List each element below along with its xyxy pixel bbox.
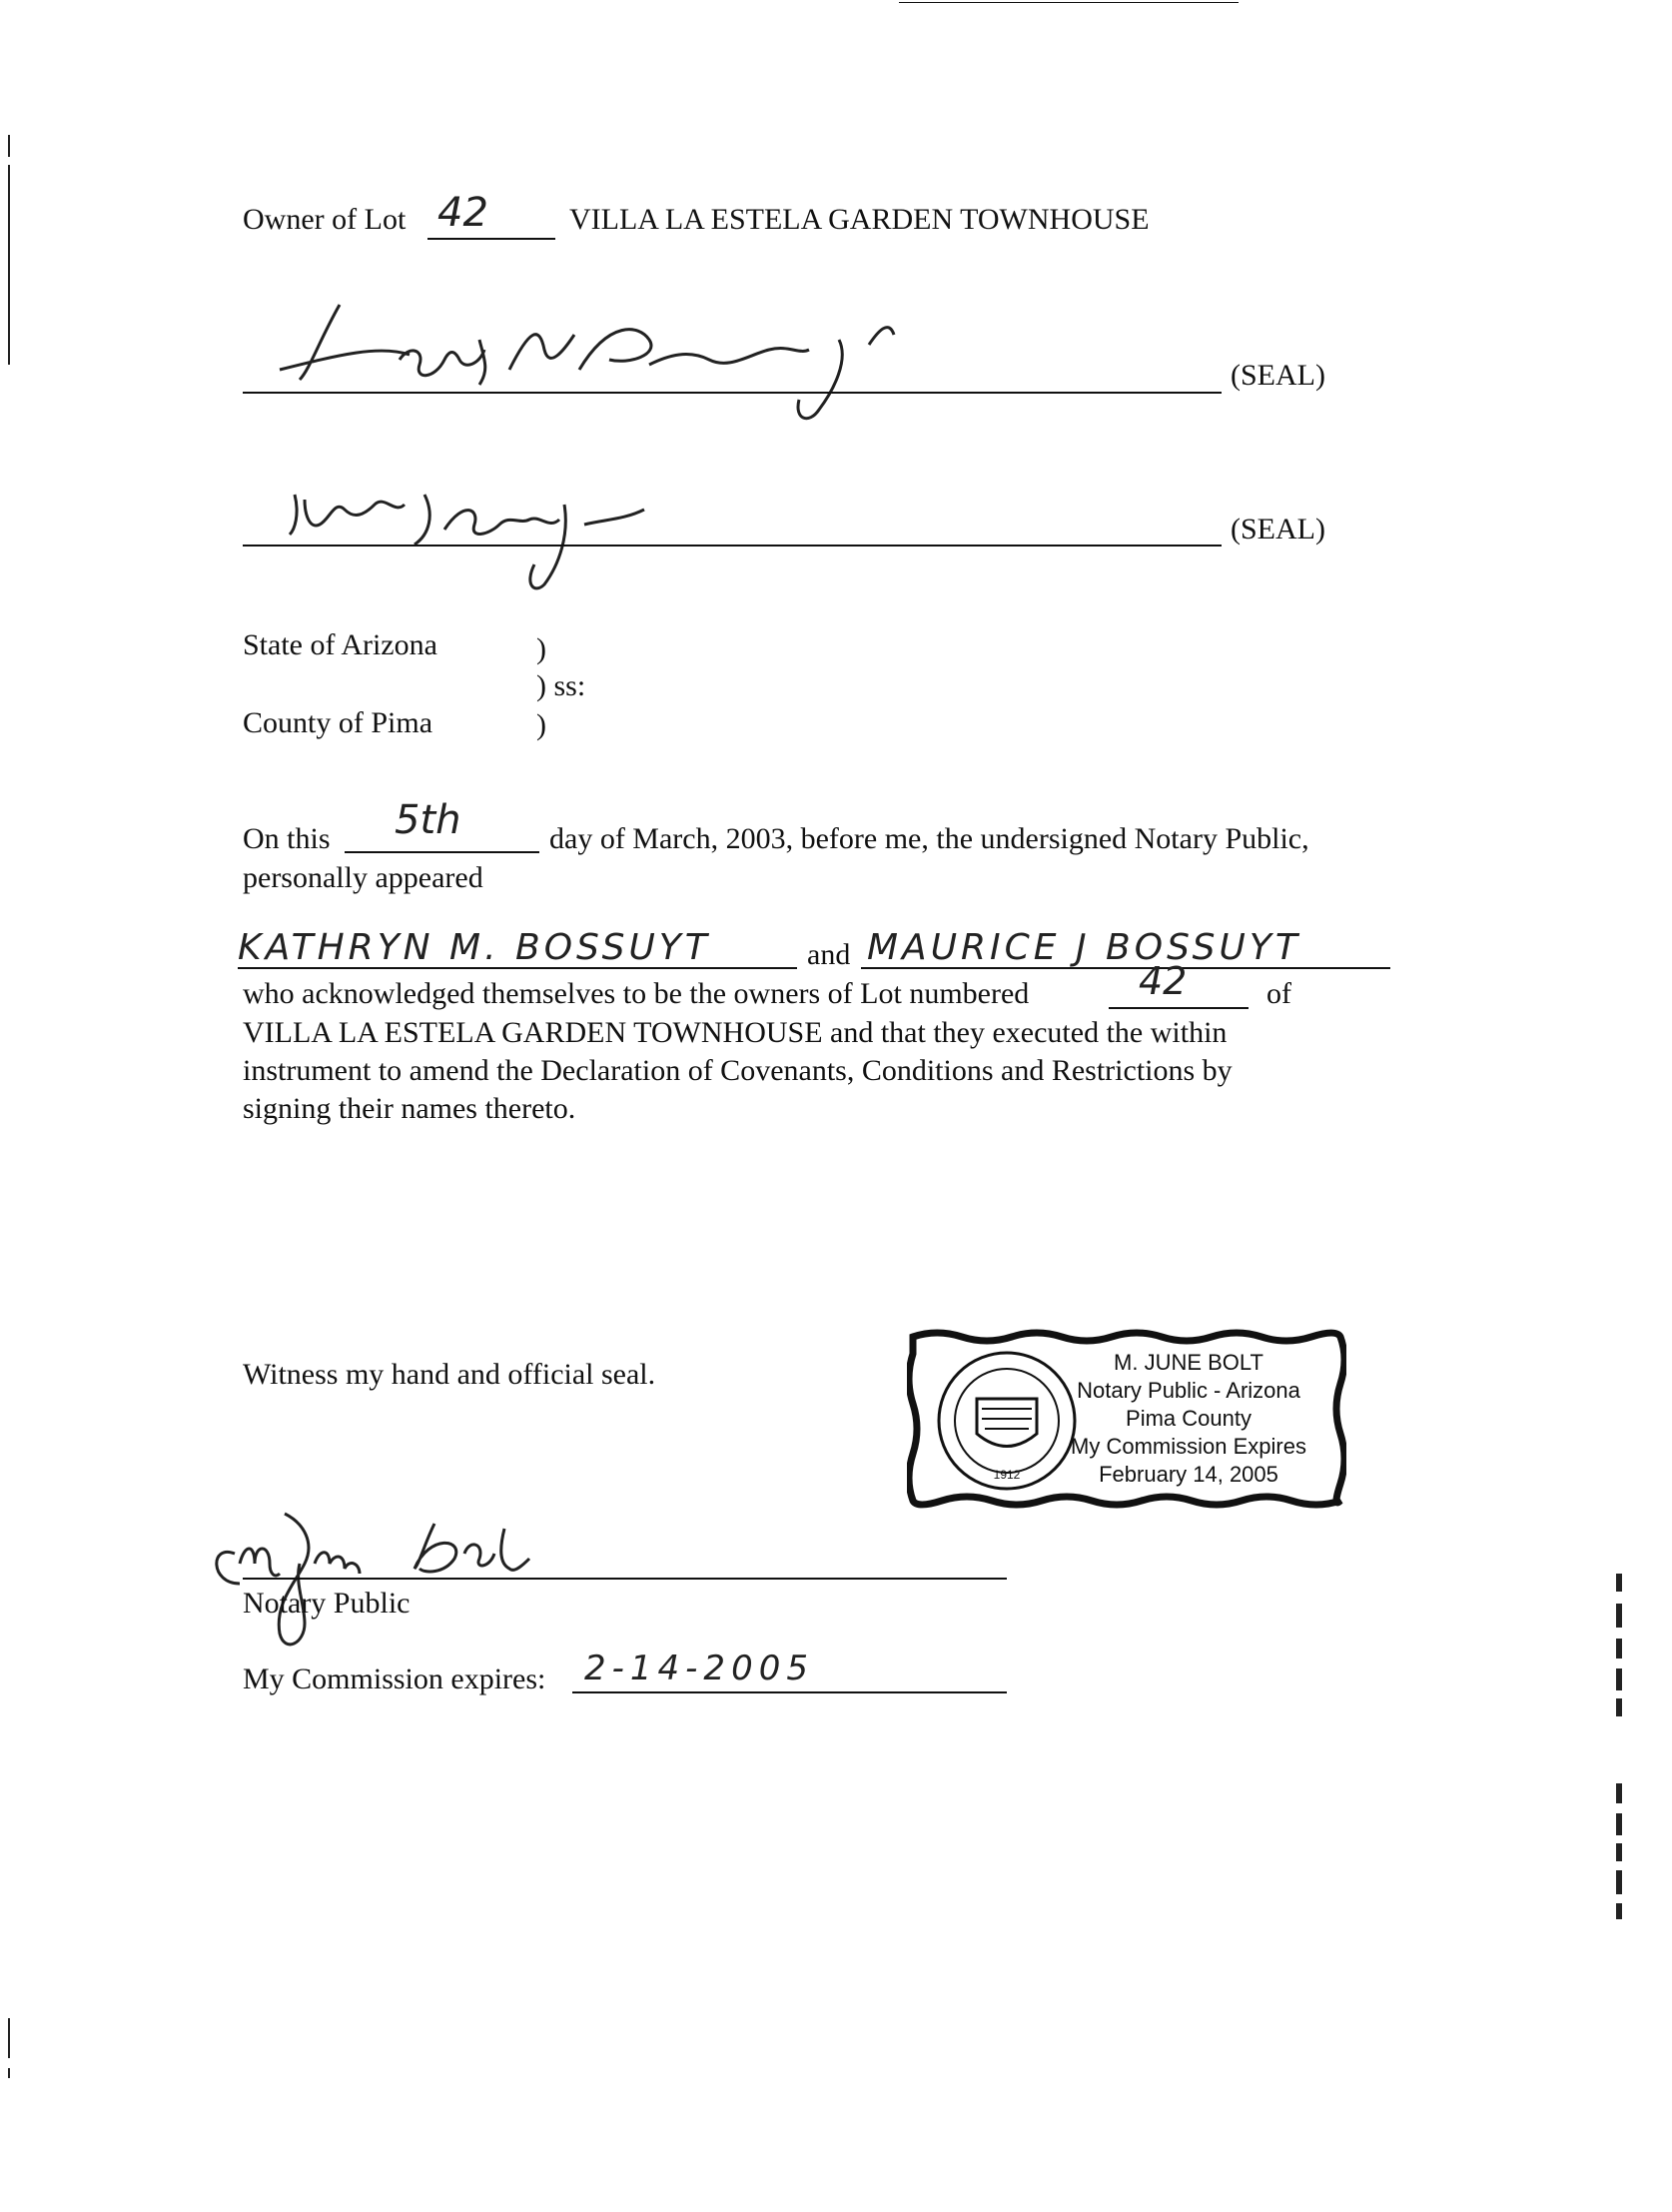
day-underline <box>345 851 539 853</box>
recording-mark <box>1616 1668 1622 1690</box>
acknowledgment-body-1: VILLA LA ESTELA GARDEN TOWNHOUSE and that they executed the within <box>243 1016 1228 1049</box>
stamp-notary-name: M. JUNE BOLT <box>1114 1350 1263 1375</box>
margin-mark <box>8 135 10 157</box>
stamp-expires-label: My Commission Expires <box>1071 1434 1306 1459</box>
witness-statement: Witness my hand and official seal. <box>243 1358 656 1391</box>
owner-of-lot-label: Owner of Lot <box>243 203 407 236</box>
recording-mark <box>1616 1639 1622 1659</box>
appearing-name-1: KATHRYN M. BOSSUYT <box>238 927 711 968</box>
stamp-county: Pima County <box>1126 1406 1252 1431</box>
lot-number-handwritten: 42 <box>437 190 488 236</box>
venue-paren-2: ) <box>536 708 546 741</box>
recording-mark <box>1616 1574 1622 1592</box>
appearing-name-2: MAURICE J BOSSUYT <box>867 927 1301 968</box>
commission-date-handwritten: 2-14-2005 <box>584 1649 814 1688</box>
on-this-label: On this <box>243 822 331 855</box>
state-label: State of Arizona <box>243 628 437 661</box>
margin-mark <box>8 2068 10 2078</box>
of-label: of <box>1266 977 1291 1010</box>
venue-ss: ) ss: <box>536 669 586 702</box>
notary-public-label: Notary Public <box>243 1587 411 1620</box>
acknowledgment-line-2: personally appeared <box>243 861 483 894</box>
signature-line-1 <box>243 392 1222 394</box>
recording-mark <box>1616 1698 1622 1716</box>
recording-mark <box>1616 1870 1622 1894</box>
margin-mark <box>8 165 10 365</box>
day-handwritten: 5th <box>395 797 461 843</box>
signature-line-2 <box>243 545 1222 547</box>
acknowledgment-body-2: instrument to amend the Declaration of Covenants, Conditions and Restrictions by <box>243 1054 1233 1087</box>
top-edge-line <box>899 2 1239 3</box>
owner-signature-1 <box>280 300 959 450</box>
margin-mark <box>8 2018 10 2058</box>
seal-label-2: (SEAL) <box>1231 513 1325 546</box>
acknowledgment-body-3: signing their names thereto. <box>243 1092 576 1125</box>
stamp-expires-date: February 14, 2005 <box>1099 1462 1278 1487</box>
acknowledgment-line-1: day of March, 2003, before me, the undersigned Notary Public, <box>549 822 1309 855</box>
and-label: and <box>807 938 851 971</box>
recording-mark <box>1616 1783 1622 1803</box>
subdivision-name: VILLA LA ESTELA GARDEN TOWNHOUSE <box>569 203 1150 236</box>
commission-label: My Commission expires: <box>243 1662 546 1695</box>
stamp-notary-title: Notary Public - Arizona <box>1077 1378 1300 1403</box>
commission-date-underline <box>572 1691 1007 1693</box>
lot-number-underline <box>427 238 555 240</box>
county-label: County of Pima <box>243 706 433 739</box>
lot-handwritten: 42 <box>1139 959 1188 1003</box>
owners-statement: who acknowledged themselves to be the owners of Lot numbered <box>243 977 1030 1010</box>
lot-underline <box>1109 1007 1249 1009</box>
seal-label-1: (SEAL) <box>1231 359 1325 392</box>
owner-signature-2 <box>285 485 684 594</box>
recording-mark <box>1616 1843 1622 1861</box>
notary-signature-line <box>243 1578 1007 1580</box>
seal-year: 1912 <box>993 1468 1021 1482</box>
recording-mark <box>1616 1813 1622 1835</box>
venue-paren-1: ) <box>536 632 546 665</box>
recording-mark <box>1616 1903 1622 1919</box>
name-2-underline <box>861 967 1390 969</box>
recording-mark <box>1616 1604 1622 1628</box>
name-1-underline <box>238 967 797 969</box>
